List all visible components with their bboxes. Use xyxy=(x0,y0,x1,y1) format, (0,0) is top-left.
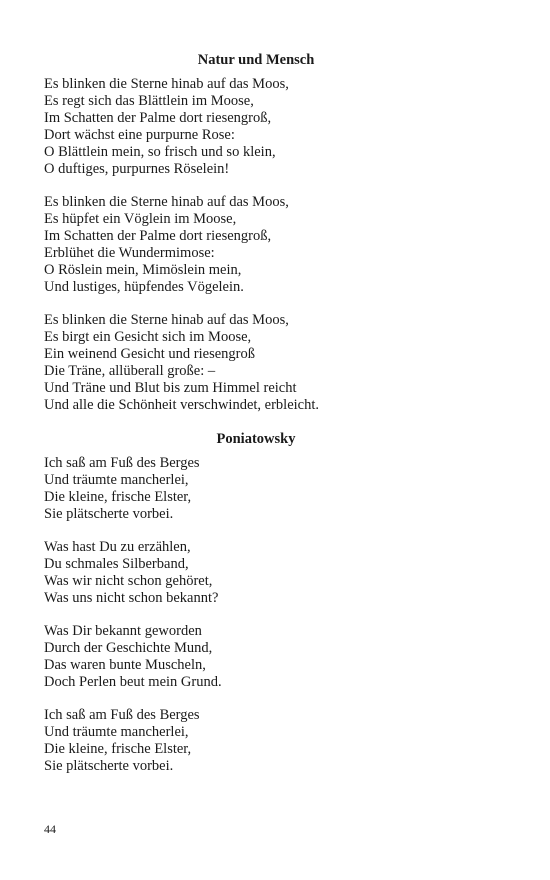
verse-line: Es birgt ein Gesicht sich im Moose, xyxy=(44,329,252,345)
verse-line: Es blinken die Sterne hinab auf das Moos, xyxy=(44,194,289,210)
verse-line: O Röslein mein, Mimöslein mein, xyxy=(44,262,242,278)
verse-line: Ich saß am Fuß des Berges xyxy=(44,707,200,723)
verse-line: Die Träne, allüberall große: – xyxy=(44,363,216,379)
stanza xyxy=(44,707,468,775)
stanza xyxy=(44,455,468,523)
verse-line: Die kleine, frische Elster, xyxy=(44,489,192,505)
verse-line: Im Schatten der Palme dort riesengroß, xyxy=(44,228,272,244)
verse-line: Im Schatten der Palme dort riesengroß, xyxy=(44,110,272,126)
stanza xyxy=(44,194,468,296)
verse-line: Die kleine, frische Elster, xyxy=(44,741,192,757)
verse-line: Sie plätscherte vorbei. xyxy=(44,506,174,522)
verse-line: Und träumte mancherlei, xyxy=(44,472,189,488)
verse-line: Und lustiges, hüpfendes Vögelein. xyxy=(44,279,244,295)
verse-line: Es blinken die Sterne hinab auf das Moos, xyxy=(44,312,289,328)
verse-line: Was hast Du zu erzählen, xyxy=(44,539,191,555)
stanza xyxy=(44,312,468,414)
verse-line: Erblühet die Wundermimose: xyxy=(44,245,215,261)
verse-line: Ich saß am Fuß des Berges xyxy=(44,455,200,471)
poem-natur-und-mensch xyxy=(44,51,468,414)
stanza xyxy=(44,76,468,178)
verse-line: O duftiges, purpurnes Röselein! xyxy=(44,161,230,177)
page-body xyxy=(44,51,468,791)
verse-line: Und alle die Schönheit verschwindet, erbleicht. xyxy=(44,397,320,413)
poem-title: Poniatowsky xyxy=(216,431,296,447)
poem-title: Natur und Mensch xyxy=(197,52,315,68)
verse-line: Es blinken die Sterne hinab auf das Moos, xyxy=(44,76,289,92)
verse-line: Dort wächst eine purpurne Rose: xyxy=(44,127,235,143)
verse-line: Du schmales Silberband, xyxy=(44,556,189,572)
verse-line: Doch Perlen beut mein Grund. xyxy=(44,674,222,690)
verse-line: O Blättlein mein, so frisch und so klein, xyxy=(44,144,276,160)
verse-line: Sie plätscherte vorbei. xyxy=(44,758,174,774)
verse-line: Ein weinend Gesicht und riesengroß xyxy=(44,346,256,362)
verse-line: Es regt sich das Blättlein im Moose, xyxy=(44,93,254,109)
stanza xyxy=(44,539,468,607)
verse-line: Das waren bunte Muscheln, xyxy=(44,657,206,673)
verse-line: Was uns nicht schon bekannt? xyxy=(44,590,219,606)
stanza xyxy=(44,623,468,691)
verse-line: Was wir nicht schon gehöret, xyxy=(44,573,213,589)
verse-line: Und Träne und Blut bis zum Himmel reicht xyxy=(44,380,297,396)
verse-line: Was Dir bekannt geworden xyxy=(44,623,202,639)
verse-line: Es hüpfet ein Vöglein im Moose, xyxy=(44,211,237,227)
poem-poniatowsky xyxy=(44,430,468,775)
verse-line: Durch der Geschichte Mund, xyxy=(44,640,213,656)
page-number: 44 xyxy=(44,822,56,836)
verse-line: Und träumte mancherlei, xyxy=(44,724,189,740)
